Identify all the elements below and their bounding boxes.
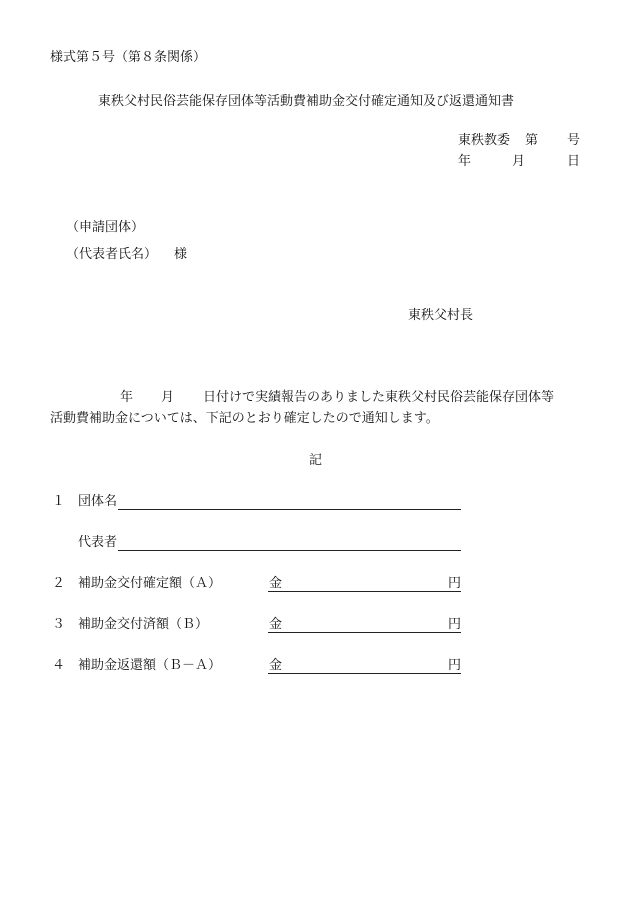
item1-label: 団体名 bbox=[78, 494, 118, 509]
ki-heading: 記 bbox=[309, 453, 323, 468]
ref-go: 号 bbox=[567, 133, 581, 148]
item1-fill-line bbox=[118, 509, 461, 510]
item4-amount-line bbox=[268, 673, 461, 674]
item3-yen: 円 bbox=[448, 617, 462, 632]
item4-number: ４ bbox=[52, 658, 66, 673]
body-line1-rest: 日付けで実績報告のありました東秩父村民俗芸能保存団体等 bbox=[203, 390, 555, 405]
item3-kin: 金 bbox=[269, 617, 283, 632]
item4-yen: 円 bbox=[448, 658, 462, 673]
item2-yen: 円 bbox=[448, 576, 462, 591]
item4-label: 補助金返還額（Ｂ－Ａ） bbox=[78, 658, 222, 673]
body-year: 年 bbox=[120, 390, 134, 405]
ref-dai: 第 bbox=[525, 133, 539, 148]
item2-kin: 金 bbox=[269, 576, 283, 591]
item2-label: 補助金交付確定額（Ａ） bbox=[78, 576, 222, 591]
date-year: 年 bbox=[458, 154, 472, 169]
recipient-group: （申請団体） bbox=[66, 220, 145, 235]
date-month: 月 bbox=[512, 154, 526, 169]
item1-number: １ bbox=[52, 494, 66, 509]
item3-label: 補助金交付済額（Ｂ） bbox=[78, 617, 209, 632]
item2-amount-line bbox=[268, 591, 461, 592]
document-title: 東秩父村民俗芸能保存団体等活動費補助金交付確定通知及び返還通知書 bbox=[98, 94, 515, 109]
item3-number: ３ bbox=[52, 617, 66, 632]
body-month: 月 bbox=[161, 390, 175, 405]
date-day: 日 bbox=[567, 154, 581, 169]
item4-kin: 金 bbox=[269, 658, 283, 673]
sender-name: 東秩父村長 bbox=[408, 308, 474, 323]
item3-amount-line bbox=[268, 632, 461, 633]
item1b-fill-line bbox=[118, 550, 461, 551]
item2-number: ２ bbox=[52, 576, 66, 591]
ref-prefix: 東秩教委 bbox=[458, 133, 511, 148]
form-label: 様式第５号（第８条関係） bbox=[50, 50, 207, 65]
item1b-label: 代表者 bbox=[78, 535, 118, 550]
recipient-sama: 様 bbox=[174, 247, 188, 262]
body-line2: 活動費補助金については、下記のとおり確定したので通知します。 bbox=[50, 411, 439, 426]
recipient-rep: （代表者氏名） bbox=[66, 247, 158, 262]
